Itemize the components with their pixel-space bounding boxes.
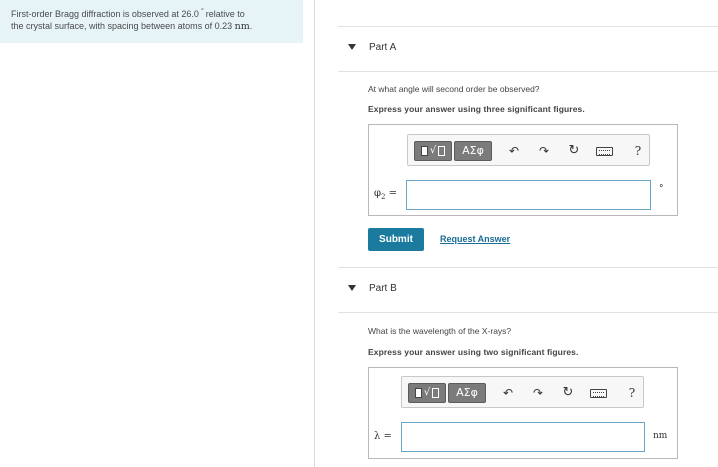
template-box-icon (415, 388, 422, 398)
templates-icon[interactable] (414, 141, 452, 161)
templates-icon[interactable] (408, 383, 446, 403)
part-b-unit: nm (653, 431, 668, 441)
part-b-header[interactable] (338, 267, 718, 313)
keyboard-icon[interactable] (596, 147, 613, 156)
part-a-question: At what angle will second order be observed? (368, 84, 540, 94)
phi-subscript: 2 (381, 193, 386, 201)
part-b-instruction: Express your answer using two significant figures. (368, 347, 579, 357)
request-answer-link[interactable]: Request Answer (440, 234, 511, 244)
greek-symbols-icon[interactable]: ΑΣφ (448, 383, 486, 403)
template-box-outline-icon (432, 388, 439, 398)
problem-period: . (249, 21, 253, 31)
undo-icon[interactable]: ↶ (508, 144, 520, 158)
phi-symbol: φ (374, 188, 382, 199)
part-a-answer-input[interactable] (406, 180, 651, 210)
submit-button[interactable]: Submit (368, 228, 424, 251)
reset-icon[interactable]: ↻ (568, 143, 580, 158)
radical-icon: √ (423, 387, 431, 398)
part-a-header[interactable] (338, 26, 718, 72)
degree-symbol: ° (200, 8, 204, 15)
reset-icon[interactable]: ↻ (562, 385, 574, 400)
template-box-outline-icon (438, 146, 445, 156)
help-icon[interactable]: ? (634, 144, 642, 158)
redo-icon[interactable]: ↷ (532, 386, 544, 400)
part-b-title: Part B (369, 283, 397, 294)
problem-unit: nm (234, 21, 250, 32)
greek-symbols-icon[interactable]: ΑΣφ (454, 141, 492, 161)
part-a-instruction: Express your answer using three significant figures. (368, 104, 585, 114)
collapse-triangle-icon[interactable] (348, 285, 356, 291)
problem-text-3: the crystal surface, with spacing between atoms of 0.23 (11, 21, 233, 31)
equals-sign: = (383, 431, 392, 442)
part-a-unit: ° (659, 184, 664, 194)
problem-text-2: relative to (205, 9, 245, 19)
undo-icon[interactable]: ↶ (502, 386, 514, 400)
radical-icon: √ (429, 145, 437, 156)
part-b-question: What is the wavelength of the X-rays? (368, 326, 512, 336)
part-a-variable-label (374, 188, 397, 201)
redo-icon[interactable]: ↷ (538, 144, 550, 158)
problem-statement (0, 0, 303, 43)
part-b-answer-input[interactable] (401, 422, 645, 452)
problem-text-1: First-order Bragg diffraction is observed at 26.0 (11, 9, 199, 19)
part-b-math-toolbar (401, 376, 644, 408)
part-b-variable-label (374, 431, 392, 442)
lambda-symbol: λ (374, 431, 381, 442)
part-a-title: Part A (369, 42, 397, 53)
template-box-icon (421, 146, 428, 156)
collapse-triangle-icon[interactable] (348, 44, 356, 50)
equals-sign: = (388, 188, 398, 199)
vertical-divider (314, 0, 315, 467)
help-icon[interactable]: ? (628, 386, 636, 400)
keyboard-icon[interactable] (590, 389, 607, 398)
part-a-math-toolbar (407, 134, 650, 166)
